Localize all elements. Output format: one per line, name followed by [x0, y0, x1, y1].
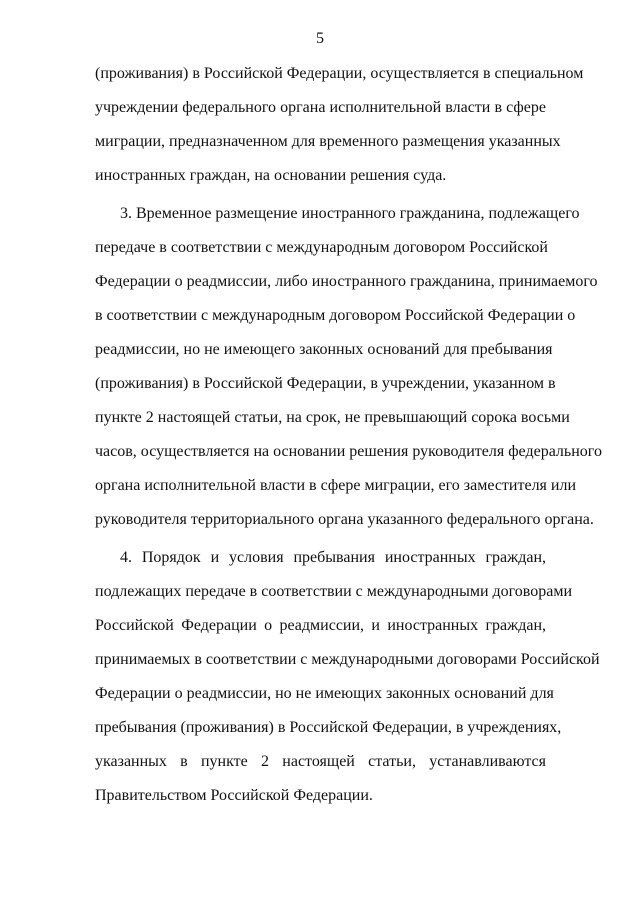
text-line: Российской Федерации о реадмиссии, и иностранных граждан, [95, 617, 546, 634]
page-number: 5 [316, 30, 324, 47]
text-line: Федерации о реадмиссии, либо иностранного гражданина, принимаемого [95, 273, 598, 290]
text-line: иностранных граждан, на основании решения суда. [95, 167, 447, 184]
text-line: (проживания) в Российской Федерации, в учреждении, указанном в [95, 375, 556, 392]
text-line: пребывания (проживания) в Российской Федерации, в учреждениях, [95, 719, 562, 736]
text-line: (проживания) в Российской Федерации, осуществляется в специальном [95, 65, 584, 82]
text-line: принимаемых в соответствии с международными договорами Российской [95, 651, 600, 668]
text-line: миграции, предназначенном для временного размещения указанных [95, 133, 561, 150]
text-line: пункте 2 настоящей статьи, на срок, не превышающий сорока восьми [95, 409, 570, 426]
text-line: 3. Временное размещение иностранного гражданина, подлежащего [120, 205, 580, 222]
text-line: руководителя территориального органа указанного федерального органа. [95, 511, 594, 528]
text-line: Федерации о реадмиссии, но не имеющих законных оснований для [95, 685, 554, 702]
text-line: подлежащих передаче в соответствии с международными договорами [95, 583, 573, 600]
paragraph [95, 197, 602, 537]
paragraph [95, 541, 600, 813]
text-line: часов, осуществляется на основании решения руководителя федерального [95, 443, 602, 460]
text-line: передаче в соответствии с международным договором Российской [95, 239, 548, 256]
text-line: указанных в пункте 2 настоящей статьи, устанавливаются [95, 753, 546, 770]
paragraph [95, 57, 584, 193]
text-line: 4. Порядок и условия пребывания иностранных граждан, [120, 549, 546, 566]
text-line: органа исполнительной власти в сфере миграции, его заместителя или [95, 477, 577, 494]
text-line: реадмиссии, но не имеющего законных оснований для пребывания [95, 341, 553, 358]
document-body [95, 57, 602, 817]
text-line: в соответствии с международным договором Российской Федерации о [95, 307, 576, 324]
text-line: учреждении федерального органа исполнительной власти в сфере [95, 99, 546, 116]
text-line: Правительством Российской Федерации. [95, 787, 373, 804]
